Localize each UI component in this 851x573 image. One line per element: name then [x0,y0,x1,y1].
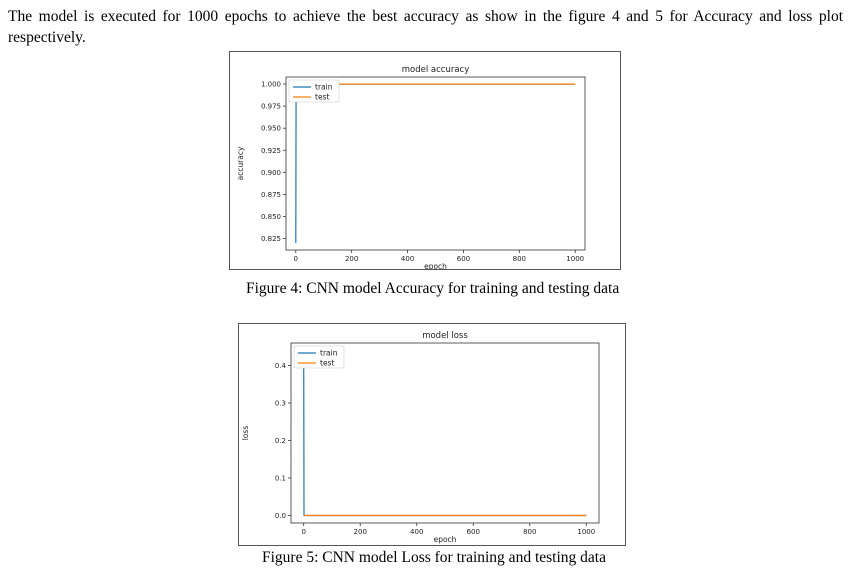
accuracy-x-tick-label-400: 400 [400,255,415,263]
loss-legend-label-test: test [320,358,335,368]
loss-x-tick-label-400: 400 [410,528,424,536]
loss-chart [239,324,625,545]
loss-y-axis-label: loss [241,425,250,441]
loss-series-train-line [304,347,587,516]
accuracy-y-tick-label-5: 0.950 [260,124,281,133]
loss-x-tick-label-600: 600 [466,528,480,536]
intro-paragraph: The model is executed for 1000 epochs to achieve the best accuracy as show in the figure 4 and 5 for Accuracy and loss plot respectively. [8,8,843,46]
accuracy-y-tick-label-7: 1.000 [260,80,281,89]
accuracy-plot-frame [286,77,585,250]
accuracy-y-axis-label: accuracy [236,146,245,181]
loss-y-tick-label-1: 0.1 [274,474,286,483]
accuracy-y-tick-label-2: 0.875 [260,190,281,199]
accuracy-x-axis-label: epoch [424,262,447,269]
loss-y-tick-label-3: 0.3 [274,399,286,408]
accuracy-legend-label-train: train [315,82,333,92]
accuracy-y-tick-label-3: 0.900 [260,168,281,177]
accuracy-x-tick-label-800: 800 [512,255,527,263]
accuracy-legend-label-test: test [315,92,330,102]
loss-plot-frame [291,343,599,523]
loss-legend-label-train: train [320,348,338,358]
loss-x-tick-label-0: 0 [301,528,306,536]
accuracy-chart-title: model accuracy [401,65,470,75]
figure-5-caption: Figure 5: CNN model Loss for training and testing data [262,549,606,566]
loss-x-tick-label-800: 800 [523,528,537,536]
accuracy-y-tick-label-1: 0.850 [260,212,281,221]
loss-x-axis-label: epoch [433,535,457,544]
figure-4-box [229,51,621,270]
accuracy-y-tick-label-4: 0.925 [260,146,281,155]
loss-y-tick-label-2: 0.2 [274,437,286,445]
accuracy-x-tick-label-600: 600 [456,255,471,263]
loss-y-tick-label-4: 0.4 [274,362,286,370]
loss-chart-title: model loss [422,331,468,341]
accuracy-chart [230,52,620,269]
figure-4-caption: Figure 4: CNN model Accuracy for training and testing data [246,280,620,297]
accuracy-y-tick-label-0: 0.825 [260,235,281,244]
accuracy-x-tick-label-200: 200 [344,255,359,263]
loss-x-tick-label-1000: 1000 [577,528,596,536]
accuracy-series-train-line [296,84,575,243]
loss-x-tick-label-200: 200 [353,528,367,536]
accuracy-y-tick-label-6: 0.975 [260,102,281,111]
accuracy-x-tick-label-0: 0 [293,255,299,263]
accuracy-x-tick-label-1000: 1000 [566,255,585,263]
figure-5-box [238,323,626,546]
loss-y-tick-label-0: 0.0 [274,512,286,520]
